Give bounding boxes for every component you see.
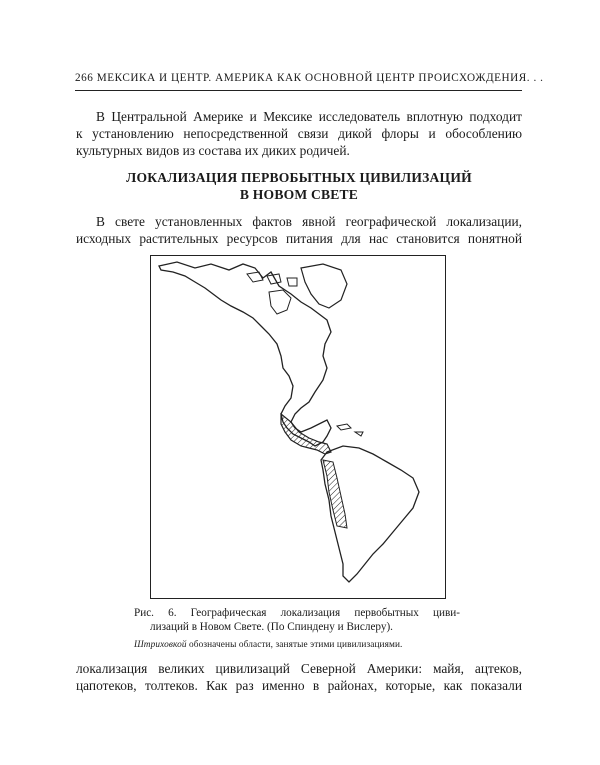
intro-paragraph <box>76 108 522 159</box>
second-line-2: исходных растительных ресурсов питания для нас становится понятной <box>76 231 522 246</box>
second-paragraph <box>76 213 522 247</box>
closing-paragraph <box>76 660 522 694</box>
section-heading-line-2: В НОВОМ СВЕТЕ <box>239 187 359 202</box>
note-text: обозначены области, занятые этими цивилизациями. <box>186 640 403 650</box>
central-america-outline <box>281 414 331 454</box>
andes-hatched-area <box>323 460 347 528</box>
north-america-outline <box>159 262 331 446</box>
intro-line-3: культурных видов из состава их диких родичей. <box>76 143 350 158</box>
caption-line-2: лизаций в Новом Свете. (По Спиндену и Вислеру). <box>150 621 393 633</box>
caption-line-1: Рис. 6. Географическая локализация первобытных циви- <box>134 607 460 619</box>
intro-line-2: к установлению непосредственной связи дикой флоры и обособлению <box>76 126 522 141</box>
running-header <box>75 72 544 84</box>
second-line-1: В свете установленных фактов явной географической локализации, <box>96 214 522 229</box>
note-italic: Штриховкой <box>134 640 187 650</box>
closing-line-2: цапотеков, толтеков. Как раз именно в районах, которые, как показали <box>76 678 522 693</box>
section-heading-line-1: ЛОКАЛИЗАЦИЯ ПЕРВОБЫТНЫХ ЦИВИЛИЗАЦИЙ <box>126 170 472 185</box>
caribbean-islands <box>337 424 363 436</box>
header-divider <box>75 90 522 91</box>
figure-note <box>134 640 460 650</box>
running-title: МЕКСИКА И ЦЕНТР. АМЕРИКА КАК ОСНОВНОЙ ЦЕНТР ПРОИСХОЖДЕНИЯ. . . <box>96 72 544 84</box>
greenland-outline <box>301 264 347 308</box>
figure-caption <box>134 606 460 634</box>
hudson-bay-outline <box>269 290 291 314</box>
page-number: 266 <box>75 72 94 84</box>
section-heading <box>76 169 522 203</box>
intro-line-1: В Центральной Америке и Мексике исследователь вплотную подходит <box>96 109 522 124</box>
closing-line-1: локализация великих цивилизаций Северной Америки: майя, ацтеков, <box>76 661 522 676</box>
americas-map <box>151 256 447 600</box>
figure-map-frame <box>150 255 446 599</box>
